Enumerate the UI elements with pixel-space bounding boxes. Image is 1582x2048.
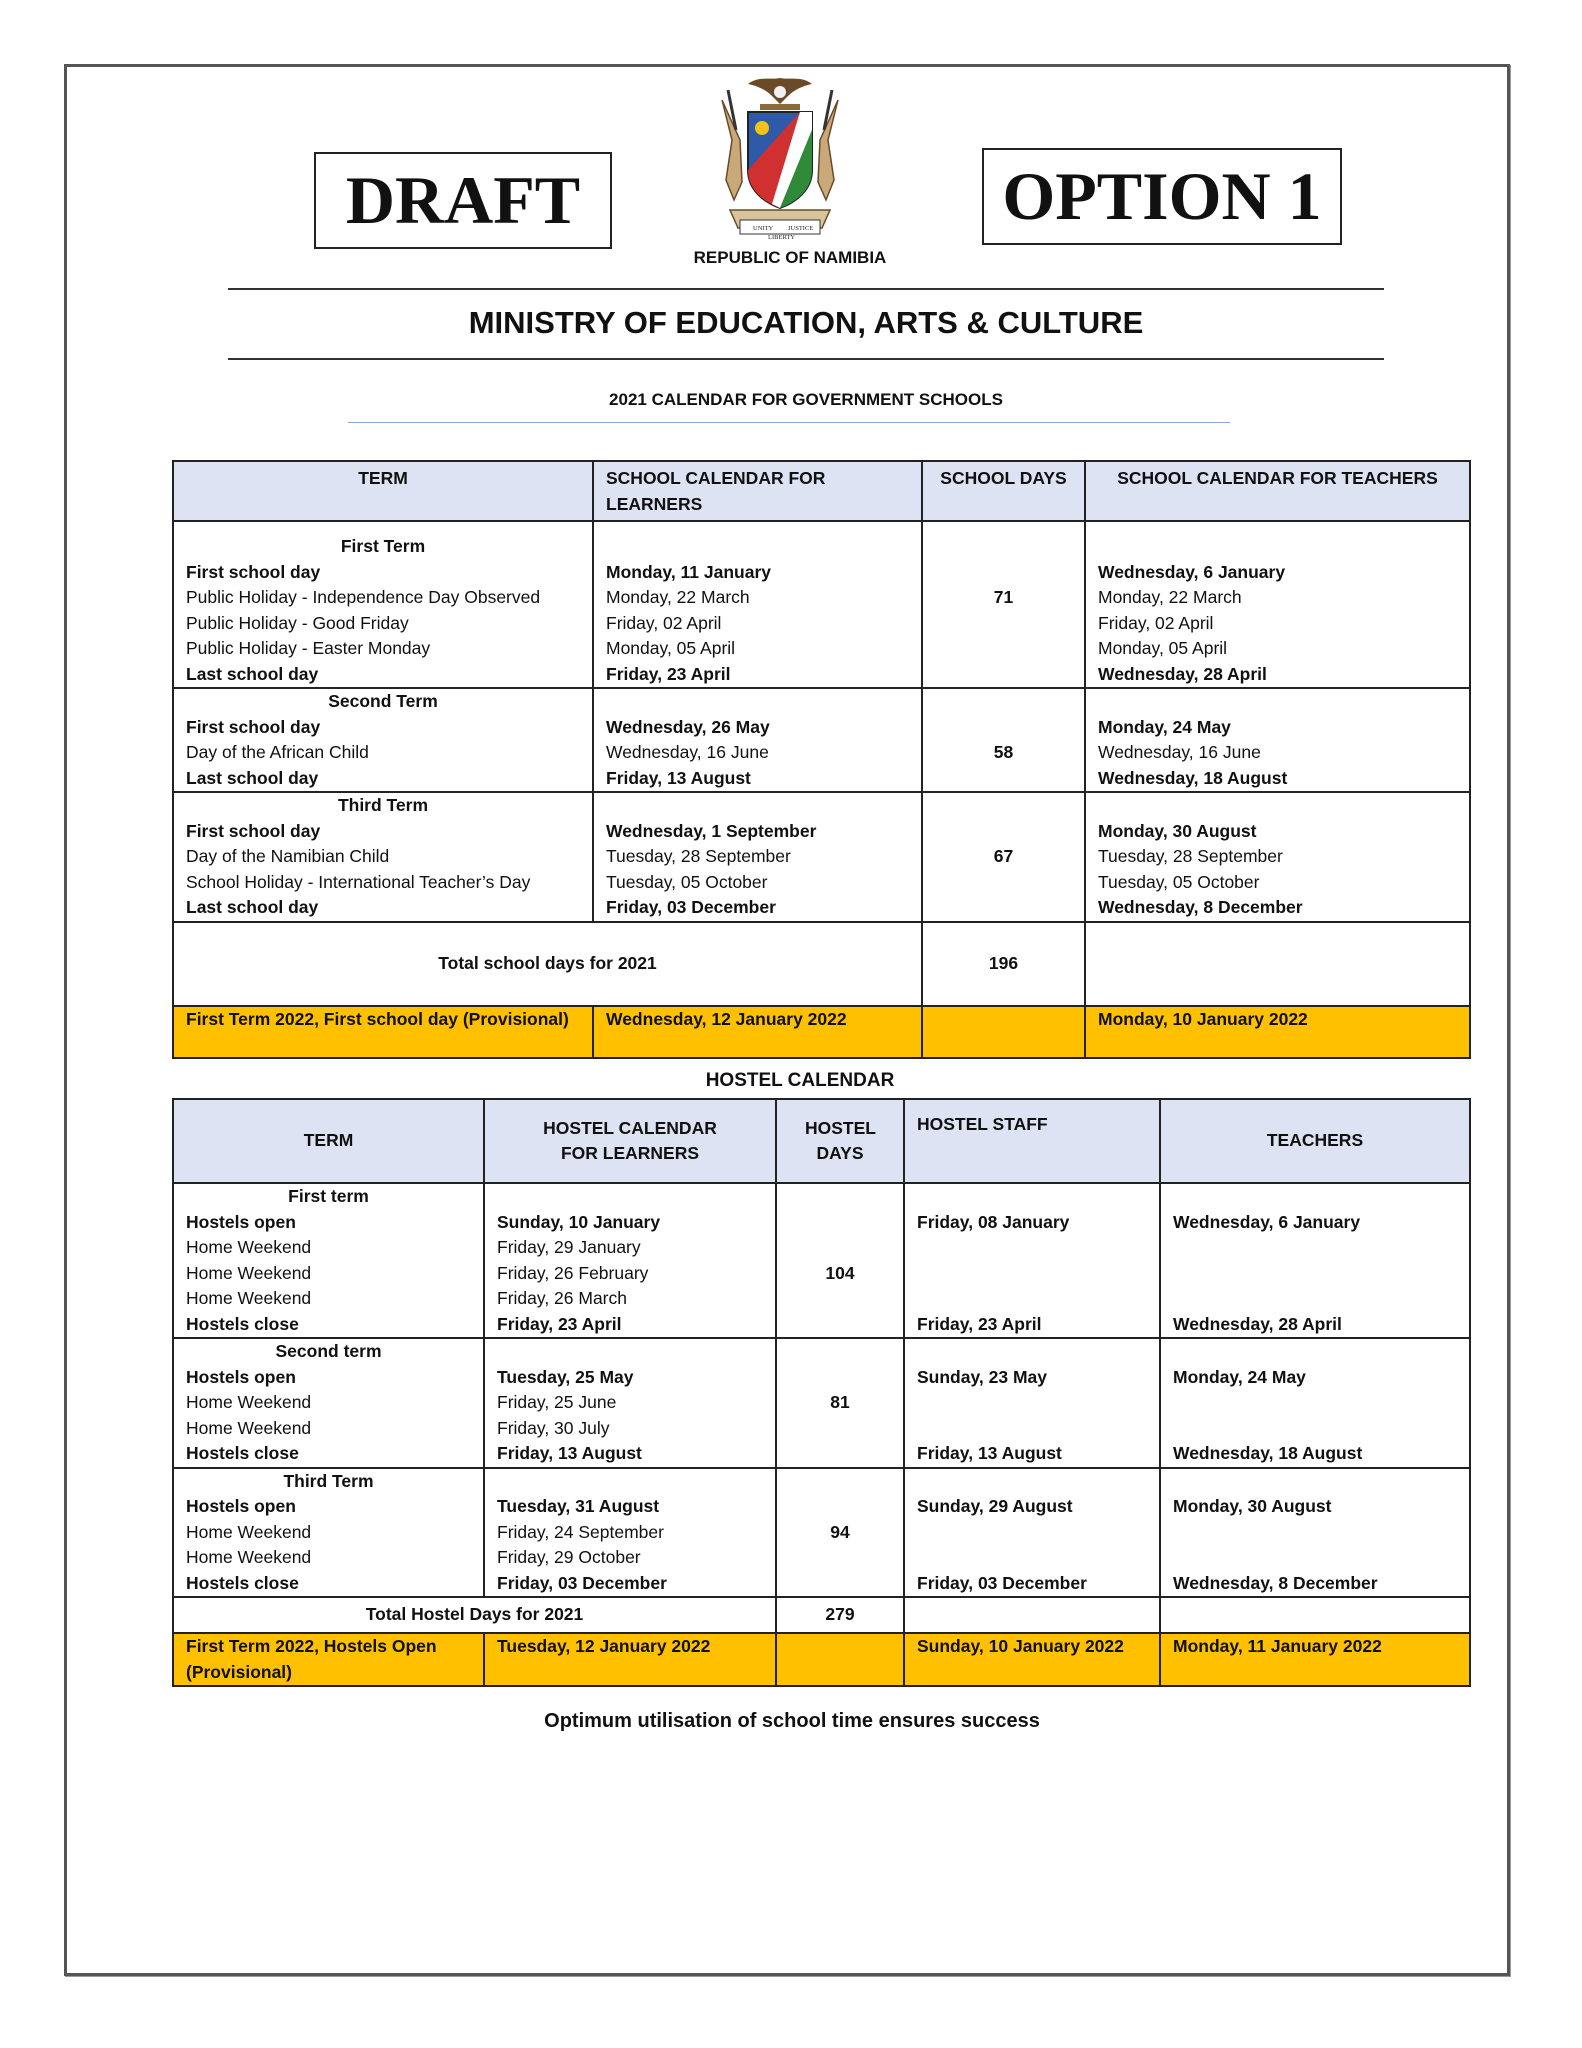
next-term-row	[173, 1006, 1470, 1058]
term-cell	[173, 521, 593, 688]
staff-cell	[904, 1338, 1160, 1468]
footer-motto: Optimum utilisation of school time ensures success	[544, 1710, 1040, 1732]
ministry-title: MINISTRY OF EDUCATION, ARTS & CULTURE	[468, 305, 1144, 340]
term-title: Second term	[275, 1341, 382, 1361]
event-label: First school day	[186, 561, 321, 582]
teacher-date: Wednesday, 8 December	[1098, 897, 1303, 917]
school-calendar-table	[172, 460, 1471, 1059]
hostel-days-cell	[776, 1183, 904, 1338]
learner-date: Wednesday, 16 June	[606, 742, 769, 762]
event-label: Public Holiday - Good Friday	[186, 612, 409, 633]
school-days-cell	[922, 688, 1085, 792]
learner-date: Wednesday, 26 May	[606, 716, 770, 737]
learner-date: Friday, 26 February	[497, 1262, 649, 1283]
staff-cell	[904, 1183, 1160, 1338]
event-label: First school day	[186, 820, 321, 841]
col-header-teachers: TEACHERS	[1160, 1099, 1470, 1183]
learner-date: Friday, 03 December	[606, 897, 776, 917]
hostel-calendar-caption: HOSTEL CALENDAR	[705, 1070, 895, 1091]
total-teachers-empty	[1085, 922, 1470, 1006]
learner-date: Friday, 29 January	[497, 1237, 641, 1257]
event-label: Public Holiday - Independence Day Observed	[186, 587, 541, 607]
staff-date: Sunday, 29 August	[917, 1496, 1073, 1516]
learner-date: Friday, 26 March	[497, 1288, 627, 1308]
learner-date: Friday, 02 April	[606, 612, 722, 633]
school-days-cell	[922, 792, 1085, 922]
teacher-date: Wednesday, 28 April	[1098, 663, 1267, 684]
next-term-learners: Tuesday, 12 January 2022	[484, 1633, 776, 1686]
next-term-days	[922, 1006, 1085, 1058]
term-cell	[173, 688, 593, 792]
total-teachers-empty	[1160, 1597, 1470, 1633]
teachers-cell	[1160, 1468, 1470, 1598]
school-days-value: 67	[993, 846, 1014, 866]
table-header-row	[173, 1099, 1470, 1183]
next-term-row	[173, 1633, 1470, 1686]
learner-date: Wednesday, 1 September	[606, 820, 817, 841]
divider-top	[228, 288, 1384, 290]
event-label: Home Weekend	[186, 1547, 312, 1567]
total-row	[173, 1597, 1470, 1633]
event-label: Hostels open	[186, 1496, 296, 1516]
next-term-learners: Wednesday, 12 January 2022	[593, 1006, 922, 1058]
staff-cell	[904, 1468, 1160, 1598]
emblem-motto-unity: UNITY	[753, 225, 774, 232]
staff-date: Friday, 13 August	[917, 1443, 1062, 1463]
next-term-days	[776, 1633, 904, 1686]
event-label: Last school day	[186, 767, 319, 788]
learner-date: Tuesday, 31 August	[497, 1496, 660, 1516]
learner-date: Tuesday, 28 September	[606, 846, 791, 866]
hostel-days-value: 81	[830, 1392, 850, 1412]
total-label: Total school days for 2021	[173, 922, 922, 1006]
divider-bottom	[228, 358, 1384, 360]
staff-date: Sunday, 23 May	[917, 1366, 1048, 1387]
teacher-date: Monday, 22 March	[1098, 587, 1242, 607]
teacher-date: Monday, 24 May	[1173, 1366, 1306, 1387]
table-header-row	[173, 461, 1470, 521]
staff-date: Friday, 08 January	[917, 1211, 1070, 1232]
learners-cell	[593, 688, 922, 792]
staff-date: Friday, 23 April	[917, 1313, 1042, 1334]
event-label: Hostels open	[186, 1366, 296, 1387]
col-header-school-days: SCHOOL DAYS	[922, 461, 1085, 521]
col-header-term: TERM	[173, 461, 593, 521]
event-label: Day of the Namibian Child	[186, 846, 390, 866]
table-row	[173, 1338, 1470, 1468]
teacher-date: Monday, 30 August	[1098, 820, 1257, 841]
event-label: Home Weekend	[186, 1237, 312, 1257]
event-label: Home Weekend	[186, 1262, 312, 1283]
total-row	[173, 922, 1470, 1006]
event-label: Day of the African Child	[186, 742, 369, 762]
next-term-teachers: Monday, 10 January 2022	[1085, 1006, 1470, 1058]
learner-date: Friday, 03 December	[497, 1572, 667, 1593]
next-term-label: First Term 2022, First school day (Provisional)	[173, 1006, 593, 1058]
table-row	[173, 521, 1470, 688]
teachers-cell	[1160, 1183, 1470, 1338]
event-label: Last school day	[186, 663, 319, 684]
emblem-motto-liberty: LIBERTY	[768, 234, 796, 241]
term-title: Third Term	[283, 1470, 374, 1491]
hostel-days-value: 94	[830, 1521, 850, 1542]
learner-date: Friday, 29 October	[497, 1547, 641, 1567]
learner-date: Monday, 05 April	[606, 638, 736, 658]
col-header-hostel-learners: HOSTEL CALENDAR FOR LEARNERS	[484, 1099, 776, 1183]
teacher-date: Wednesday, 18 August	[1098, 767, 1288, 788]
school-days-value: 58	[993, 742, 1014, 762]
term-title: Second Term	[328, 691, 438, 711]
hostel-days-cell	[776, 1468, 904, 1598]
learner-date: Monday, 11 January	[606, 561, 772, 582]
learners-cell	[484, 1338, 776, 1468]
col-header-hostel-days: HOSTEL DAYS	[776, 1099, 904, 1183]
staff-date: Friday, 03 December	[917, 1572, 1087, 1593]
learners-cell	[484, 1468, 776, 1598]
title-underline	[348, 422, 1230, 423]
learner-date: Friday, 13 August	[497, 1443, 642, 1463]
learners-cell	[593, 792, 922, 922]
learner-date: Friday, 23 April	[497, 1313, 622, 1334]
hostel-calendar-table	[172, 1098, 1471, 1687]
hostel-days-cell	[776, 1338, 904, 1468]
option-stamp: OPTION 1	[982, 148, 1342, 245]
learner-date: Friday, 13 August	[606, 767, 751, 788]
teachers-cell	[1085, 688, 1470, 792]
school-days-value: 71	[993, 587, 1014, 607]
term-cell	[173, 1468, 484, 1598]
calendar-title: 2021 CALENDAR FOR GOVERNMENT SCHOOLS	[609, 390, 1003, 409]
learner-date: Tuesday, 05 October	[606, 871, 768, 892]
learner-date: Friday, 24 September	[497, 1521, 664, 1542]
table-row	[173, 688, 1470, 792]
col-header-hostel-staff: HOSTEL STAFF	[904, 1099, 1160, 1183]
teacher-date: Wednesday, 28 April	[1173, 1313, 1342, 1334]
table-row	[173, 792, 1470, 922]
term-title: First term	[288, 1186, 369, 1206]
emblem-motto-justice: JUSTICE	[788, 225, 814, 232]
draft-stamp: DRAFT	[314, 152, 612, 249]
teachers-cell	[1085, 521, 1470, 688]
teachers-cell	[1160, 1338, 1470, 1468]
total-label: Total Hostel Days for 2021	[173, 1597, 776, 1633]
teacher-date: Wednesday, 6 January	[1173, 1211, 1361, 1232]
learner-date: Friday, 23 April	[606, 663, 731, 684]
event-label: Home Weekend	[186, 1417, 312, 1438]
event-label: Hostels open	[186, 1211, 296, 1232]
teacher-date: Monday, 05 April	[1098, 638, 1228, 658]
term-cell	[173, 1183, 484, 1338]
learners-cell	[593, 521, 922, 688]
teachers-cell	[1085, 792, 1470, 922]
teacher-date: Tuesday, 28 September	[1098, 846, 1283, 866]
learner-date: Sunday, 10 January	[497, 1211, 661, 1232]
learners-cell	[484, 1183, 776, 1338]
school-days-cell	[922, 521, 1085, 688]
next-term-label: First Term 2022, Hostels Open (Provisional)	[173, 1633, 484, 1686]
learner-date: Friday, 30 July	[497, 1417, 610, 1438]
next-term-teachers: Monday, 11 January 2022	[1160, 1633, 1470, 1686]
teacher-date: Monday, 24 May	[1098, 716, 1231, 737]
teacher-date: Wednesday, 6 January	[1098, 561, 1286, 582]
term-cell	[173, 1338, 484, 1468]
total-days: 279	[776, 1597, 904, 1633]
col-header-term: TERM	[173, 1099, 484, 1183]
table-row	[173, 1468, 1470, 1598]
teacher-date: Wednesday, 8 December	[1173, 1572, 1378, 1593]
hostel-days-value: 104	[825, 1262, 855, 1283]
event-label: Home Weekend	[186, 1521, 312, 1542]
total-staff-empty	[904, 1597, 1160, 1633]
event-label: Home Weekend	[186, 1288, 312, 1308]
next-term-staff: Sunday, 10 January 2022	[904, 1633, 1160, 1686]
republic-label: REPUBLIC OF NAMIBIA	[693, 248, 887, 267]
event-label: Hostels close	[186, 1572, 299, 1593]
event-label: Public Holiday - Easter Monday	[186, 638, 431, 658]
learner-date: Tuesday, 25 May	[497, 1366, 634, 1387]
teacher-date: Monday, 30 August	[1173, 1496, 1332, 1516]
teacher-date: Tuesday, 05 October	[1098, 871, 1260, 892]
namibia-coat-of-arms-icon	[700, 70, 860, 245]
col-header-teachers: SCHOOL CALENDAR FOR TEACHERS	[1085, 461, 1470, 521]
learner-date: Monday, 22 March	[606, 587, 750, 607]
event-label: Home Weekend	[186, 1392, 312, 1412]
event-label: Hostels close	[186, 1443, 299, 1463]
teacher-date: Friday, 02 April	[1098, 612, 1214, 633]
event-label: School Holiday - International Teacher’s Day	[186, 871, 531, 892]
event-label: Last school day	[186, 897, 319, 917]
learner-date: Friday, 25 June	[497, 1392, 617, 1412]
event-label: First school day	[186, 716, 321, 737]
term-title: First Term	[340, 536, 426, 556]
total-days: 196	[922, 922, 1085, 1006]
teacher-date: Wednesday, 18 August	[1173, 1443, 1363, 1463]
table-row	[173, 1183, 1470, 1338]
event-label: Hostels close	[186, 1313, 299, 1334]
term-cell	[173, 792, 593, 922]
teacher-date: Wednesday, 16 June	[1098, 742, 1261, 762]
col-header-learners: SCHOOL CALENDAR FOR LEARNERS	[593, 461, 922, 521]
term-title: Third Term	[337, 795, 429, 815]
